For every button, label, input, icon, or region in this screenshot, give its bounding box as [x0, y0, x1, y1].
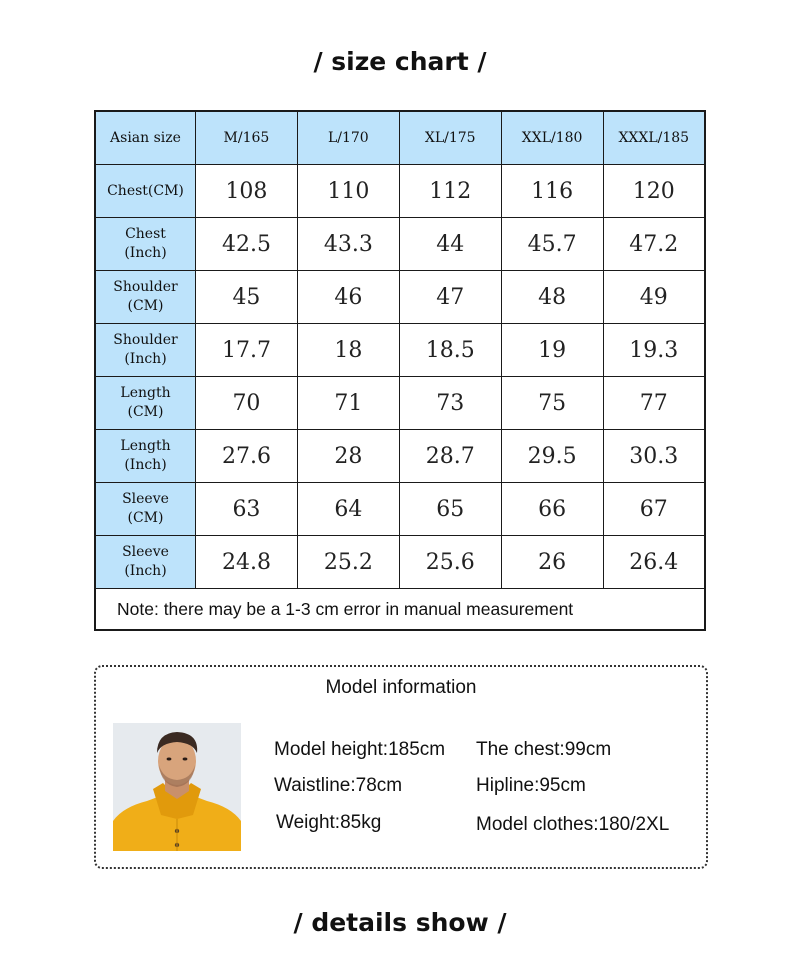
- model-weight: Weight:85kg: [276, 812, 382, 833]
- table-row: [95, 536, 705, 589]
- header-cell-size: XXL/180: [501, 111, 603, 165]
- table-cell: 17.7: [196, 324, 298, 377]
- row-label-line: Shoulder: [113, 332, 178, 348]
- model-height: Model height:185cm: [274, 739, 446, 760]
- row-label: [95, 536, 196, 589]
- model-info-box: [94, 665, 708, 869]
- table-cell: 18: [297, 324, 399, 377]
- table-cell: 47.2: [603, 218, 705, 271]
- table-cell: 45.7: [501, 218, 603, 271]
- table-cell: 25.6: [399, 536, 501, 589]
- table-cell: 47: [399, 271, 501, 324]
- table-cell: 48: [501, 271, 603, 324]
- table-cell: 45: [196, 271, 298, 324]
- row-label-unit: (CM): [127, 404, 164, 420]
- row-label-unit: (Inch): [124, 563, 167, 579]
- model-waistline: Waistline:78cm: [274, 775, 403, 796]
- table-cell: 110: [297, 165, 399, 218]
- model-photo-illustration: [113, 723, 241, 851]
- header-cell-size: XL/175: [399, 111, 501, 165]
- table-cell: 77: [603, 377, 705, 430]
- model-clothes-size: Model clothes:180/2XL: [476, 814, 670, 835]
- table-cell: 27.6: [196, 430, 298, 483]
- table-cell: 42.5: [196, 218, 298, 271]
- table-cell: 28.7: [399, 430, 501, 483]
- table-cell: 19: [501, 324, 603, 377]
- table-row: [95, 377, 705, 430]
- size-chart-title: / size chart /: [313, 47, 487, 76]
- row-label-line: Sleeve: [122, 491, 169, 507]
- note-row: [95, 589, 705, 631]
- table-cell: 120: [603, 165, 705, 218]
- header-cell-size: M/165: [196, 111, 298, 165]
- table-cell: 64: [297, 483, 399, 536]
- table-cell: 71: [297, 377, 399, 430]
- table-cell: 66: [501, 483, 603, 536]
- row-label: [95, 324, 196, 377]
- row-label-unit: (CM): [127, 510, 164, 526]
- row-label-line: Sleeve: [122, 544, 169, 560]
- table-row: [95, 430, 705, 483]
- header-cell-size: L/170: [297, 111, 399, 165]
- row-label-unit: (Inch): [124, 457, 167, 473]
- header-cell-asian-size: Asian size: [95, 111, 196, 165]
- table-row: [95, 324, 705, 377]
- table-row: [95, 271, 705, 324]
- measurement-note: Note: there may be a 1-3 cm error in manual measurement: [95, 589, 705, 631]
- table-cell: 108: [196, 165, 298, 218]
- model-hipline: Hipline:95cm: [476, 775, 586, 796]
- table-cell: 19.3: [603, 324, 705, 377]
- table-cell: 30.3: [603, 430, 705, 483]
- model-chest: The chest:99cm: [476, 739, 612, 760]
- table-cell: 65: [399, 483, 501, 536]
- table-row: [95, 165, 705, 218]
- header-cell-size: XXXL/185: [603, 111, 705, 165]
- table-cell: 63: [196, 483, 298, 536]
- row-label-line: Shoulder: [113, 279, 178, 295]
- table-cell: 112: [399, 165, 501, 218]
- table-row: [95, 218, 705, 271]
- model-info-title: Model information: [325, 677, 477, 698]
- table-cell: 28: [297, 430, 399, 483]
- model-photo: [113, 723, 241, 851]
- row-label-line: Length: [120, 438, 171, 454]
- table-cell: 70: [196, 377, 298, 430]
- table-cell: 29.5: [501, 430, 603, 483]
- table-cell: 46: [297, 271, 399, 324]
- table-cell: 26.4: [603, 536, 705, 589]
- table-cell: 67: [603, 483, 705, 536]
- row-label: [95, 218, 196, 271]
- row-label: [95, 165, 196, 218]
- row-label: [95, 483, 196, 536]
- table-header-row: [95, 111, 705, 165]
- table-cell: 24.8: [196, 536, 298, 589]
- row-label: [95, 377, 196, 430]
- table-cell: 116: [501, 165, 603, 218]
- table-cell: 43.3: [297, 218, 399, 271]
- row-label-unit: (Inch): [124, 245, 167, 261]
- table-cell: 44: [399, 218, 501, 271]
- table-cell: 25.2: [297, 536, 399, 589]
- details-show-title: / details show /: [293, 908, 507, 937]
- row-label-line: Chest: [125, 226, 166, 242]
- row-label-unit: (Inch): [124, 351, 167, 367]
- table-cell: 75: [501, 377, 603, 430]
- table-cell: 18.5: [399, 324, 501, 377]
- size-chart-table: [94, 110, 706, 631]
- table-row: [95, 483, 705, 536]
- table-cell: 26: [501, 536, 603, 589]
- table-cell: 73: [399, 377, 501, 430]
- table-cell: 49: [603, 271, 705, 324]
- row-label-unit: (CM): [127, 298, 164, 314]
- row-label-line: Chest(CM): [107, 182, 184, 199]
- row-label: [95, 271, 196, 324]
- row-label-line: Length: [120, 385, 171, 401]
- row-label: [95, 430, 196, 483]
